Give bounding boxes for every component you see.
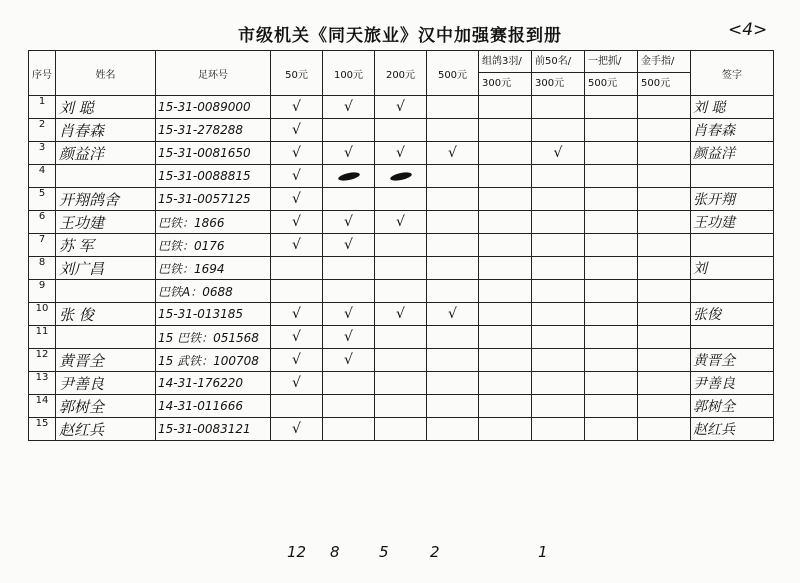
signature: 肖春森 xyxy=(691,119,774,142)
check-group3 xyxy=(479,395,532,418)
participant-name: 尹善良 xyxy=(56,372,156,395)
check-group3 xyxy=(479,211,532,234)
check-50 xyxy=(271,280,323,303)
check-200 xyxy=(375,188,427,211)
signature xyxy=(691,234,774,257)
check-500 xyxy=(427,349,479,372)
check-50 xyxy=(271,234,323,257)
check-group3 xyxy=(479,165,532,188)
check-mark: √ xyxy=(292,99,301,115)
ring-number: 巴铁：1866 xyxy=(156,211,271,234)
table-row xyxy=(29,418,774,441)
total-100: 8 xyxy=(330,543,340,561)
check-grab xyxy=(585,395,638,418)
check-200 xyxy=(375,96,427,119)
check-200 xyxy=(375,303,427,326)
check-top50 xyxy=(532,96,585,119)
check-golden-finger xyxy=(638,165,691,188)
header-100: 100元 xyxy=(323,51,375,96)
check-50 xyxy=(271,211,323,234)
ring-number: 巴铁A：0688 xyxy=(156,280,271,303)
participant-name: 颜益洋 xyxy=(56,142,156,165)
table-row xyxy=(29,326,774,349)
header-200: 200元 xyxy=(375,51,427,96)
check-golden-finger xyxy=(638,119,691,142)
signature: 赵红兵 xyxy=(691,418,774,441)
check-100 xyxy=(323,303,375,326)
check-top50 xyxy=(532,326,585,349)
check-500 xyxy=(427,188,479,211)
header-seq: 序号 xyxy=(29,51,56,96)
ring-number: 15-31-013185 xyxy=(156,303,271,326)
header-name: 姓名 xyxy=(56,51,156,96)
check-50 xyxy=(271,257,323,280)
ring-number: 15-31-0088815 xyxy=(156,165,271,188)
header-50: 50元 xyxy=(271,51,323,96)
check-200 xyxy=(375,257,427,280)
participant-name xyxy=(56,165,156,188)
header-grab xyxy=(585,51,638,96)
row-number: 8 xyxy=(29,257,56,280)
check-200 xyxy=(375,234,427,257)
check-200 xyxy=(375,165,427,188)
check-golden-finger xyxy=(638,257,691,280)
check-group3 xyxy=(479,349,532,372)
check-grab xyxy=(585,211,638,234)
ink-blot xyxy=(337,171,360,182)
check-50 xyxy=(271,395,323,418)
check-group3 xyxy=(479,234,532,257)
check-500 xyxy=(427,395,479,418)
participant-name: 郭树全 xyxy=(56,395,156,418)
header-row xyxy=(29,51,774,96)
check-golden-finger xyxy=(638,280,691,303)
ring-number: 14-31-011666 xyxy=(156,395,271,418)
check-50 xyxy=(271,418,323,441)
table-row xyxy=(29,280,774,303)
participant-name: 肖春森 xyxy=(56,119,156,142)
table-row xyxy=(29,119,774,142)
check-500 xyxy=(427,211,479,234)
check-mark: √ xyxy=(344,306,353,322)
check-500 xyxy=(427,303,479,326)
check-200 xyxy=(375,142,427,165)
check-mark: √ xyxy=(344,329,353,345)
row-number: 6 xyxy=(29,211,56,234)
check-100 xyxy=(323,96,375,119)
check-grab xyxy=(585,142,638,165)
signature: 张开翔 xyxy=(691,188,774,211)
table-row xyxy=(29,349,774,372)
check-50 xyxy=(271,372,323,395)
header-golden-finger-top: 金手指/ xyxy=(638,51,690,73)
check-200 xyxy=(375,280,427,303)
check-top50 xyxy=(532,349,585,372)
header-top50 xyxy=(532,51,585,96)
check-mark: √ xyxy=(396,306,405,322)
table-row xyxy=(29,257,774,280)
table-row xyxy=(29,234,774,257)
check-golden-finger xyxy=(638,303,691,326)
row-number: 7 xyxy=(29,234,56,257)
table-row xyxy=(29,165,774,188)
participant-name: 开翔鸽舍 xyxy=(56,188,156,211)
check-50 xyxy=(271,165,323,188)
check-top50 xyxy=(532,418,585,441)
check-golden-finger xyxy=(638,395,691,418)
check-100 xyxy=(323,280,375,303)
check-200 xyxy=(375,119,427,142)
check-500 xyxy=(427,326,479,349)
check-100 xyxy=(323,165,375,188)
ring-number: 15-31-278288 xyxy=(156,119,271,142)
participant-name: 张 俊 xyxy=(56,303,156,326)
check-group3 xyxy=(479,372,532,395)
check-500 xyxy=(427,257,479,280)
check-mark: √ xyxy=(448,306,457,322)
check-group3 xyxy=(479,188,532,211)
total-500: 2 xyxy=(430,543,440,561)
check-grab xyxy=(585,234,638,257)
signature xyxy=(691,280,774,303)
ring-number: 15 巴铁：051568 xyxy=(156,326,271,349)
check-mark: √ xyxy=(292,329,301,345)
table-row xyxy=(29,303,774,326)
check-group3 xyxy=(479,303,532,326)
check-golden-finger xyxy=(638,142,691,165)
check-50 xyxy=(271,349,323,372)
ring-number: 巴铁：1694 xyxy=(156,257,271,280)
check-golden-finger xyxy=(638,349,691,372)
check-group3 xyxy=(479,142,532,165)
table-row xyxy=(29,211,774,234)
participant-name: 刘广昌 xyxy=(56,257,156,280)
check-mark: √ xyxy=(344,99,353,115)
check-500 xyxy=(427,165,479,188)
check-100 xyxy=(323,372,375,395)
row-number: 14 xyxy=(29,395,56,418)
check-mark: √ xyxy=(396,99,405,115)
check-top50 xyxy=(532,280,585,303)
ring-number: 巴铁：0176 xyxy=(156,234,271,257)
check-mark: √ xyxy=(292,145,301,161)
check-100 xyxy=(323,142,375,165)
check-top50 xyxy=(532,234,585,257)
check-mark: √ xyxy=(553,145,563,161)
header-golden-finger xyxy=(638,51,691,96)
header-group3-top: 组鸽3羽/ xyxy=(479,51,531,73)
check-200 xyxy=(375,326,427,349)
header-top50-bottom: 300元 xyxy=(535,78,565,89)
participant-name xyxy=(56,280,156,303)
participant-name: 黄晋全 xyxy=(56,349,156,372)
check-mark: √ xyxy=(292,352,301,368)
ring-number: 15-31-0083121 xyxy=(156,418,271,441)
signature: 尹善良 xyxy=(691,372,774,395)
check-50 xyxy=(271,119,323,142)
header-grab-top: 一把抓/ xyxy=(585,51,637,73)
check-grab xyxy=(585,372,638,395)
row-number: 15 xyxy=(29,418,56,441)
check-mark: √ xyxy=(292,375,301,391)
total-top50: 1 xyxy=(538,543,548,561)
check-mark: √ xyxy=(344,145,353,161)
row-number: 1 xyxy=(29,96,56,119)
ring-number: 15 武铁：100708 xyxy=(156,349,271,372)
participant-name xyxy=(56,326,156,349)
signature: 刘 聪 xyxy=(691,96,774,119)
header-sign: 签字 xyxy=(691,51,774,96)
check-mark: √ xyxy=(292,122,301,138)
check-top50 xyxy=(532,372,585,395)
table-row xyxy=(29,188,774,211)
header-500: 500元 xyxy=(427,51,479,96)
table-row xyxy=(29,395,774,418)
check-grab xyxy=(585,303,638,326)
check-golden-finger xyxy=(638,372,691,395)
signature: 张俊 xyxy=(691,303,774,326)
check-500 xyxy=(427,142,479,165)
check-grab xyxy=(585,188,638,211)
total-200: 5 xyxy=(379,543,389,561)
check-mark: √ xyxy=(344,237,353,253)
signature: 刘 xyxy=(691,257,774,280)
check-group3 xyxy=(479,257,532,280)
check-200 xyxy=(375,372,427,395)
check-50 xyxy=(271,326,323,349)
participant-name: 赵红兵 xyxy=(56,418,156,441)
signature xyxy=(691,165,774,188)
participant-name: 刘 聪 xyxy=(56,96,156,119)
check-golden-finger xyxy=(638,418,691,441)
table-row xyxy=(29,142,774,165)
check-500 xyxy=(427,372,479,395)
check-mark: √ xyxy=(344,352,353,368)
row-number: 5 xyxy=(29,188,56,211)
check-100 xyxy=(323,234,375,257)
check-200 xyxy=(375,395,427,418)
registration-table xyxy=(28,50,774,441)
check-100 xyxy=(323,188,375,211)
check-500 xyxy=(427,234,479,257)
ring-number: 15-31-0081650 xyxy=(156,142,271,165)
check-mark: √ xyxy=(448,145,457,161)
header-group3-bottom: 300元 xyxy=(482,78,512,89)
check-mark: √ xyxy=(292,421,301,437)
header-top50-top: 前50名/ xyxy=(532,51,584,73)
check-grab xyxy=(585,257,638,280)
check-500 xyxy=(427,96,479,119)
check-100 xyxy=(323,211,375,234)
check-golden-finger xyxy=(638,211,691,234)
row-number: 4 xyxy=(29,165,56,188)
check-mark: √ xyxy=(292,237,301,253)
check-group3 xyxy=(479,418,532,441)
row-number: 11 xyxy=(29,326,56,349)
page-title: 市级机关《同天旅业》汉中加强赛报到册 xyxy=(238,26,562,46)
check-200 xyxy=(375,349,427,372)
check-mark: √ xyxy=(292,168,301,184)
check-100 xyxy=(323,418,375,441)
header-ring: 足环号 xyxy=(156,51,271,96)
header-group3 xyxy=(479,51,532,96)
page-number: <4> xyxy=(728,20,768,40)
signature: 黄晋全 xyxy=(691,349,774,372)
row-number: 12 xyxy=(29,349,56,372)
check-mark: √ xyxy=(396,145,405,161)
check-top50 xyxy=(532,257,585,280)
ring-number: 15-31-0089000 xyxy=(156,96,271,119)
row-number: 9 xyxy=(29,280,56,303)
check-grab xyxy=(585,165,638,188)
row-number: 13 xyxy=(29,372,56,395)
check-top50 xyxy=(532,165,585,188)
signature: 郭树全 xyxy=(691,395,774,418)
table-row xyxy=(29,372,774,395)
check-50 xyxy=(271,96,323,119)
signature xyxy=(691,326,774,349)
check-grab xyxy=(585,418,638,441)
check-top50 xyxy=(532,395,585,418)
check-50 xyxy=(271,303,323,326)
check-100 xyxy=(323,395,375,418)
check-top50 xyxy=(532,119,585,142)
header-golden-finger-bottom: 500元 xyxy=(641,78,671,89)
check-golden-finger xyxy=(638,234,691,257)
check-mark: √ xyxy=(292,306,301,322)
check-group3 xyxy=(479,119,532,142)
check-mark: √ xyxy=(292,214,301,230)
check-grab xyxy=(585,349,638,372)
participant-name: 王功建 xyxy=(56,211,156,234)
check-top50 xyxy=(532,303,585,326)
check-500 xyxy=(427,119,479,142)
check-50 xyxy=(271,188,323,211)
check-group3 xyxy=(479,280,532,303)
check-top50 xyxy=(532,188,585,211)
check-500 xyxy=(427,280,479,303)
check-mark: √ xyxy=(396,214,405,230)
check-100 xyxy=(323,326,375,349)
check-50 xyxy=(271,142,323,165)
check-200 xyxy=(375,418,427,441)
check-golden-finger xyxy=(638,188,691,211)
check-grab xyxy=(585,326,638,349)
table-row xyxy=(29,96,774,119)
check-group3 xyxy=(479,326,532,349)
check-grab xyxy=(585,280,638,303)
ring-number: 14-31-176220 xyxy=(156,372,271,395)
check-top50 xyxy=(532,142,585,165)
participant-name: 苏 军 xyxy=(56,234,156,257)
check-200 xyxy=(375,211,427,234)
check-group3 xyxy=(479,96,532,119)
row-number: 3 xyxy=(29,142,56,165)
check-100 xyxy=(323,349,375,372)
header-grab-bottom: 500元 xyxy=(588,78,618,89)
ring-number: 15-31-0057125 xyxy=(156,188,271,211)
check-grab xyxy=(585,119,638,142)
row-number: 2 xyxy=(29,119,56,142)
check-grab xyxy=(585,96,638,119)
check-golden-finger xyxy=(638,96,691,119)
signature: 王功建 xyxy=(691,211,774,234)
check-mark: √ xyxy=(292,191,301,207)
ink-blot xyxy=(389,171,412,182)
check-golden-finger xyxy=(638,326,691,349)
row-number: 10 xyxy=(29,303,56,326)
check-500 xyxy=(427,418,479,441)
signature: 颜益洋 xyxy=(691,142,774,165)
check-mark: √ xyxy=(344,214,353,230)
check-top50 xyxy=(532,211,585,234)
check-100 xyxy=(323,119,375,142)
total-50: 12 xyxy=(287,543,307,561)
check-100 xyxy=(323,257,375,280)
